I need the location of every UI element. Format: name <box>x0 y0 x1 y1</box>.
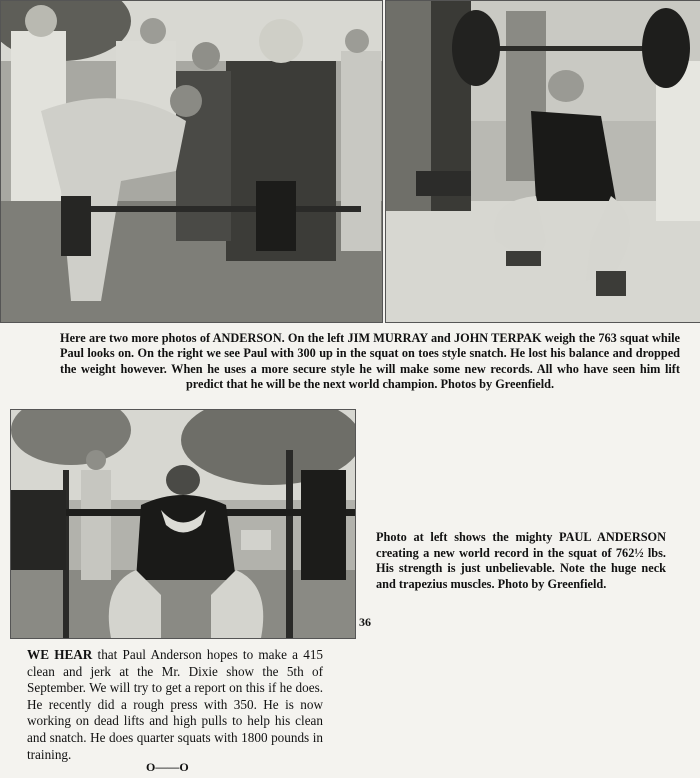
we-hear-paragraph <box>27 647 323 763</box>
photo-world-record-squat <box>10 409 356 639</box>
end-ornament: O——O <box>146 760 189 774</box>
photo-world-record-squat-image <box>11 410 355 638</box>
page-number: 36 <box>359 615 371 629</box>
photo-squat-snatch <box>385 0 700 323</box>
photo-squat-snatch-image <box>386 1 700 322</box>
photo-squat-spotters-image <box>1 1 382 322</box>
top-caption: Here are two more photos of ANDERSON. On the left JIM MURRAY and JOHN TERPAK weigh the 763 squat while Paul looks on. On the right we see Paul with 300 up in the squat on toes style snatch. He lost his balance and dropped the weight however. When he uses a more secure style he will make some new records. All who have seen him lift predict that he will be the next world champion. Photos by Greenfield. <box>60 331 680 392</box>
we-hear-body: that Paul Anderson hopes to make a 415 clean and jerk at the Mr. Dixie show the 5th of September. We will try to get a report on this if he does. He recently did a rough press with 350. He is now working on dead lifts and high pulls to help his clean and snatch. He does quarter squats with 1800 pounds in training. <box>27 647 324 762</box>
photo-squat-spotters <box>0 0 383 323</box>
we-hear-lead: WE HEAR <box>27 647 93 662</box>
bottom-photo-caption: Photo at left shows the mighty PAUL ANDERSON creating a new world record in the squat of 762½ lbs. His strength is just unbelievable. Note the huge neck and trapezius muscles. Photo by Greenfield. <box>376 530 666 591</box>
